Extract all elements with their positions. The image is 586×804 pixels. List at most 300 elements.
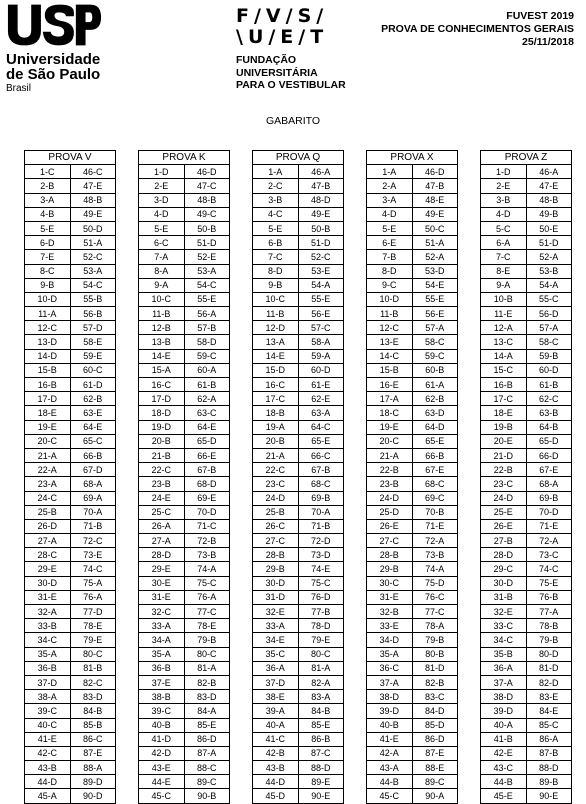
answer-cell: 19-B [481,420,527,434]
university-name [6,52,103,95]
answer-table [24,150,116,804]
table-row [25,690,116,704]
table-row [481,633,572,647]
answer-cell: 13-A [253,335,299,349]
answer-cell: 72-B [184,534,230,548]
table-row [25,605,116,619]
table-row [481,392,572,406]
answer-cell: 80-C [70,647,116,661]
answer-cell: 2-E [481,179,527,193]
answer-cell: 3-B [253,193,299,207]
answer-cell: 4-D [481,207,527,221]
answer-cell: 80-B [412,647,458,661]
answer-cell: 76-A [184,590,230,604]
answer-cell: 25-D [367,505,413,519]
answer-cell: 62-A [184,392,230,406]
answer-cell: 4-B [25,207,71,221]
table-row [25,236,116,250]
answer-cell: 4-D [139,207,185,221]
answer-cell: 22-A [25,463,71,477]
answer-cell: 28-B [367,548,413,562]
exam-title: FUVEST 2019 [506,10,574,22]
answer-cell: 15-D [253,363,299,377]
answer-cell: 45-E [481,789,527,803]
university-country: Brasil [6,83,32,94]
answer-cell: 27-C [367,534,413,548]
answer-cell: 20-E [481,434,527,448]
answer-cell: 38-D [481,690,527,704]
table-row [481,718,572,732]
table-row [367,392,458,406]
answer-cell: 43-C [481,761,527,775]
table-row [25,363,116,377]
answer-cell: 26-A [139,519,185,533]
answer-cell: 29-E [25,562,71,576]
answer-cell: 19-A [253,420,299,434]
answer-cell: 9-C [367,278,413,292]
table-row [253,704,344,718]
answer-cell: 87-E [412,746,458,760]
answer-cell: 60-D [526,363,572,377]
table-row [139,278,230,292]
answer-cell: 70-A [298,505,344,519]
table-row [25,335,116,349]
answer-cell: 50-C [412,221,458,235]
table-row [253,576,344,590]
answer-cell: 5-E [253,221,299,235]
answer-cell: 74-C [70,562,116,576]
table-row [367,363,458,377]
table-row [25,193,116,207]
answer-cell: 84-B [70,704,116,718]
answer-cell: 77-C [184,605,230,619]
answer-cell: 11-A [25,307,71,321]
answer-cell: 29-E [139,562,185,576]
answer-cell: 20-C [367,434,413,448]
table-row [481,519,572,533]
answer-cell: 85-E [184,718,230,732]
answer-cell: 30-D [25,576,71,590]
answer-cell: 52-A [526,250,572,264]
answer-cell: 33-A [139,619,185,633]
answer-cell: 10-D [25,292,71,306]
table-row [25,491,116,505]
answer-cell: 83-E [526,690,572,704]
table-row [367,690,458,704]
answer-cell: 18-E [25,406,71,420]
table-row [253,775,344,789]
prova-title: PROVA Z [481,151,572,165]
answer-cell: 63-C [184,406,230,420]
table-row [25,590,116,604]
answer-cell: 53-A [70,264,116,278]
answer-cell: 35-B [481,647,527,661]
answer-cell: 59-C [412,349,458,363]
table-row [253,392,344,406]
table-row [367,775,458,789]
answer-cell: 33-B [25,619,71,633]
answer-cell: 70-D [526,505,572,519]
table-row [25,165,116,179]
table-row [253,562,344,576]
table-row [139,420,230,434]
answer-cell: 82-A [298,675,344,689]
table-row [25,661,116,675]
answer-cell: 48-B [526,193,572,207]
answer-cell: 36-A [253,661,299,675]
answer-cell: 89-C [184,775,230,789]
answer-cell: 49-E [298,207,344,221]
answer-cell: 47-B [298,179,344,193]
table-row [367,278,458,292]
table-row [25,221,116,235]
answer-cell: 86-C [70,732,116,746]
table-row [253,789,344,803]
answer-cell: 11-E [481,307,527,321]
answer-cell: 84-D [412,704,458,718]
answer-cell: 45-A [25,789,71,803]
answer-cell: 82-C [70,675,116,689]
table-row [481,789,572,803]
answer-cell: 12-D [253,321,299,335]
table-row [25,278,116,292]
table-row [139,236,230,250]
table-row [25,732,116,746]
fuvest-logo [236,6,346,48]
answer-cell: 59-A [298,349,344,363]
table-row [481,363,572,377]
table-row [367,448,458,462]
answer-cell: 65-E [412,434,458,448]
table-row [25,463,116,477]
answer-cell: 27-A [139,534,185,548]
answer-cell: 74-A [412,562,458,576]
answer-cell: 43-B [253,761,299,775]
table-row [481,165,572,179]
answer-cell: 34-A [139,633,185,647]
answer-cell: 78-D [298,619,344,633]
answer-cell: 90-B [184,789,230,803]
table-row [139,207,230,221]
answer-cell: 11-B [253,307,299,321]
table-row [139,661,230,675]
table-row [25,321,116,335]
answer-cell: 43-B [25,761,71,775]
answer-cell: 34-C [25,633,71,647]
answer-cell: 51-D [298,236,344,250]
answer-cell: 31-E [25,590,71,604]
table-row [367,378,458,392]
table-row [253,718,344,732]
answer-cell: 65-D [184,434,230,448]
answer-cell: 75-C [298,576,344,590]
answer-cell: 14-D [25,349,71,363]
answer-cell: 16-B [481,378,527,392]
answer-cell: 40-B [139,718,185,732]
answer-cell: 32-A [25,605,71,619]
answer-cell: 10-B [481,292,527,306]
answer-cell: 37-E [139,675,185,689]
answer-cell: 84-E [526,704,572,718]
answer-cell: 69-B [298,491,344,505]
table-row [481,250,572,264]
answer-table [252,150,344,804]
table-row [481,236,572,250]
table-row [139,378,230,392]
answer-cell: 58-A [298,335,344,349]
answer-cell: 54-E [412,278,458,292]
table-row [25,378,116,392]
answer-cell: 23-A [25,477,71,491]
table-row [481,278,572,292]
answer-cell: 22-B [481,463,527,477]
answer-cell: 5-E [367,221,413,235]
table-row [367,761,458,775]
answer-cell: 11-B [139,307,185,321]
answer-cell: 32-B [367,605,413,619]
answer-cell: 44-B [367,775,413,789]
table-row [139,590,230,604]
answer-cell: 55-C [526,292,572,306]
table-row [139,349,230,363]
table-row [139,576,230,590]
table-row [253,378,344,392]
gabarito-title: GABARITO [265,115,321,127]
answer-cell: 46-A [526,165,572,179]
table-row [25,718,116,732]
table-row [481,448,572,462]
answer-cell: 20-B [253,434,299,448]
table-row [139,434,230,448]
answer-cell: 42-C [25,746,71,760]
answer-cell: 3-D [139,193,185,207]
table-row [367,605,458,619]
answer-cell: 43-E [139,761,185,775]
answer-cell: 30-C [367,576,413,590]
answer-cell: 21-A [253,448,299,462]
answer-cell: 55-E [184,292,230,306]
answer-cell: 50-E [526,221,572,235]
table-row [253,349,344,363]
table-row [367,789,458,803]
answer-cell: 54-C [184,278,230,292]
answer-cell: 26-C [253,519,299,533]
answer-cell: 88-C [184,761,230,775]
answer-cell: 85-C [526,718,572,732]
answer-cell: 55-E [298,292,344,306]
answer-cell: 57-D [70,321,116,335]
answer-cell: 71-E [526,519,572,533]
prova-title: PROVA Q [253,151,344,165]
table-row [253,307,344,321]
answer-cell: 70-D [184,505,230,519]
answer-cell: 22-C [139,463,185,477]
answer-cell: 53-E [298,264,344,278]
answer-cell: 55-E [412,292,458,306]
answer-cell: 42-A [367,746,413,760]
answer-cell: 10-D [367,292,413,306]
answer-cell: 75-A [70,576,116,590]
answer-cell: 69-E [184,491,230,505]
table-row [139,548,230,562]
answer-cell: 63-A [298,406,344,420]
answer-cell: 6-D [25,236,71,250]
answer-cell: 88-E [412,761,458,775]
answer-cell: 10-C [253,292,299,306]
table-row [367,207,458,221]
table-row [253,165,344,179]
answer-cell: 7-C [481,250,527,264]
answer-cell: 64-E [70,420,116,434]
table-row [253,675,344,689]
table-row [25,448,116,462]
table-row [367,590,458,604]
table-row [481,406,572,420]
answer-cell: 26-D [25,519,71,533]
table-row [481,746,572,760]
answer-cell: 22-C [253,463,299,477]
table-row [367,349,458,363]
answer-cell: 8-D [367,264,413,278]
table-row [139,761,230,775]
answer-table [366,150,458,804]
table-row [481,505,572,519]
answer-cell: 73-E [70,548,116,562]
answer-cell: 50-B [298,221,344,235]
table-row [139,633,230,647]
table-row [367,463,458,477]
table-row [139,392,230,406]
answer-cell: 17-A [367,392,413,406]
answer-cell: 33-C [481,619,527,633]
answer-cell: 67-E [526,463,572,477]
answer-cell: 36-B [139,661,185,675]
table-row [481,605,572,619]
answer-cell: 12-C [367,321,413,335]
answer-cell: 67-D [70,463,116,477]
answer-cell: 41-D [139,732,185,746]
answer-cell: 32-E [253,605,299,619]
table-row [139,335,230,349]
answer-cell: 8-A [139,264,185,278]
table-row [367,264,458,278]
prova-title: PROVA V [25,151,116,165]
answer-cell: 15-B [367,363,413,377]
answer-cell: 45-C [139,789,185,803]
answer-cell: 90-A [412,789,458,803]
table-row [25,633,116,647]
answer-cell: 59-C [184,349,230,363]
table-row [139,605,230,619]
answer-cell: 5-E [139,221,185,235]
answer-cell: 28-C [25,548,71,562]
table-row [367,221,458,235]
table-row [481,335,572,349]
answer-cell: 78-B [526,619,572,633]
table-row [253,179,344,193]
answer-cell: 64-E [184,420,230,434]
fuvest-logo-line2: \U/E/T [236,26,329,48]
answer-cell: 67-E [412,463,458,477]
answer-cell: 18-C [367,406,413,420]
answer-cell: 56-B [70,307,116,321]
answer-cell: 48-D [298,193,344,207]
answer-cell: 38-E [253,690,299,704]
table-row [367,165,458,179]
answer-cell: 9-B [25,278,71,292]
answer-cell: 69-B [526,491,572,505]
answer-cell: 37-A [367,675,413,689]
answer-cell: 5-E [25,221,71,235]
answer-cell: 82-D [526,675,572,689]
answer-cell: 4-D [367,207,413,221]
table-row [481,576,572,590]
answer-cell: 87-C [298,746,344,760]
answer-cell: 14-C [367,349,413,363]
answer-cell: 68-D [184,477,230,491]
answer-cell: 13-B [139,335,185,349]
answer-cell: 79-B [412,633,458,647]
table-row [481,491,572,505]
table-row [253,505,344,519]
table-row [253,278,344,292]
table-row [253,548,344,562]
table-row [139,534,230,548]
answer-cell: 63-B [526,406,572,420]
foundation-name [236,54,346,92]
table-row [481,647,572,661]
table-row [25,675,116,689]
answer-cell: 17-D [25,392,71,406]
answer-cell: 6-B [253,236,299,250]
answer-cell: 57-B [184,321,230,335]
answer-cell: 67-B [298,463,344,477]
prova-title: PROVA K [139,151,230,165]
answer-cell: 80-C [184,647,230,661]
answer-cell: 14-E [139,349,185,363]
table-row [139,690,230,704]
answer-cell: 13-C [481,335,527,349]
answer-cell: 6-C [139,236,185,250]
table-row [253,491,344,505]
answer-cell: 60-C [70,363,116,377]
answer-cell: 47-B [412,179,458,193]
answer-cell: 83-D [70,690,116,704]
answer-cell: 16-C [139,378,185,392]
answer-cell: 66-D [526,448,572,462]
answer-cell: 77-A [526,605,572,619]
answer-cell: 72-A [526,534,572,548]
answer-cell: 14-E [253,349,299,363]
answer-cell: 66-B [70,448,116,462]
answer-cell: 13-D [25,335,71,349]
answer-cell: 41-E [367,732,413,746]
answer-cell: 24-D [367,491,413,505]
prova-title: PROVA X [367,151,458,165]
answer-cell: 81-D [526,661,572,675]
university-name-line2: de São Paulo [6,66,101,83]
table-row [139,491,230,505]
table-row [253,534,344,548]
answer-cell: 40-A [253,718,299,732]
answer-cell: 74-C [526,562,572,576]
answer-cell: 84-A [184,704,230,718]
table-row [139,406,230,420]
answer-cell: 83-D [184,690,230,704]
answer-cell: 36-A [481,661,527,675]
answer-cell: 9-A [481,278,527,292]
answer-cell: 35-C [253,647,299,661]
